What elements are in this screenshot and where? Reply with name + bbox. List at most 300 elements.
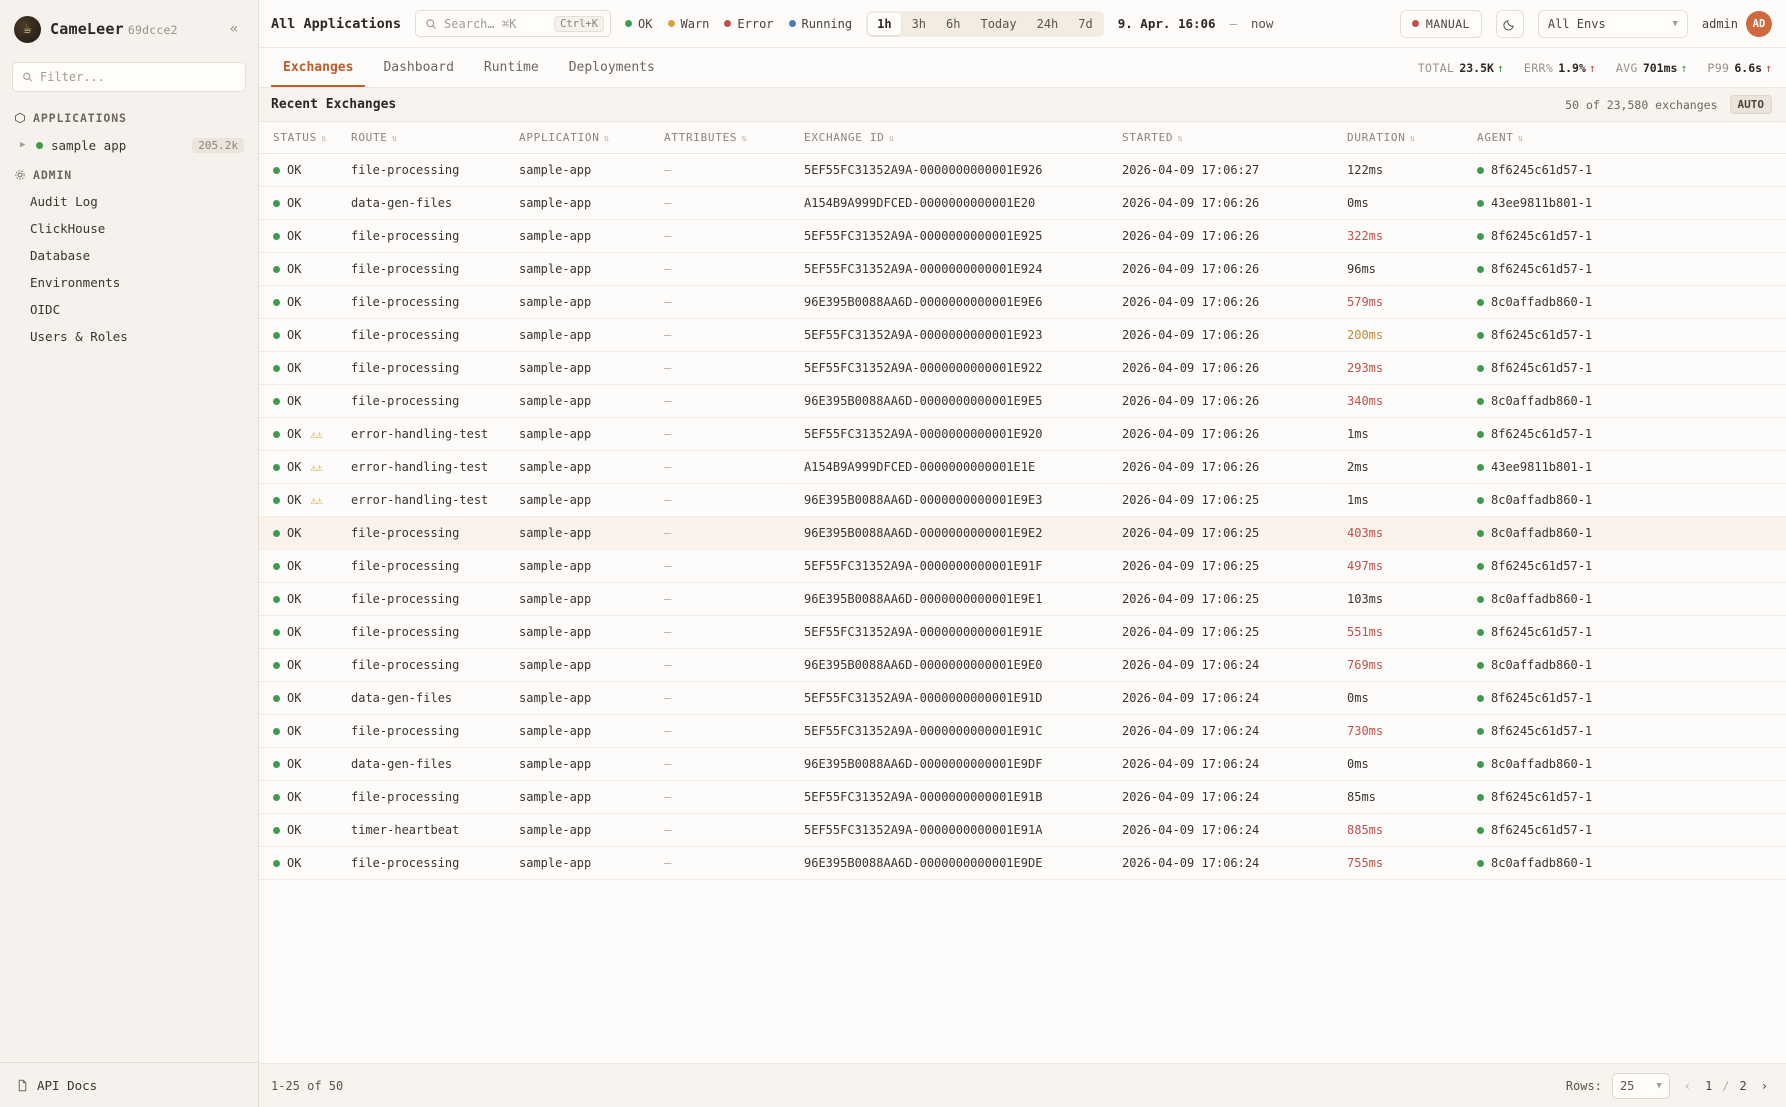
filter-running-label: Running (801, 16, 853, 31)
cell-exchange-id: 96E395B0088AA6D-0000000000001E9E1 (796, 583, 1114, 616)
cell-attributes: — (656, 319, 796, 352)
cell-status (259, 814, 343, 847)
cell-started: 2026-04-09 17:06:24 (1114, 715, 1339, 748)
cell-agent (1469, 352, 1786, 385)
column-label-route: ROUTE (351, 131, 388, 144)
agent-dot-icon (1477, 827, 1484, 834)
status-label: OK (287, 625, 302, 639)
column-label-agent: AGENT (1477, 131, 1514, 144)
cell-application: sample-app (511, 484, 656, 517)
agent-dot-icon (1477, 794, 1484, 801)
sidebar-item-users-roles[interactable]: Users & Roles (30, 329, 128, 344)
status-dot-icon (273, 266, 280, 273)
running-dot-icon (789, 20, 796, 27)
cell-status (259, 253, 343, 286)
section-header (259, 88, 1786, 122)
status-label: OK (287, 724, 302, 738)
cell-duration: 103ms (1339, 583, 1469, 616)
status-label: OK (287, 790, 302, 804)
status-label: OK (287, 658, 302, 672)
status-dot-icon (273, 827, 280, 834)
top-bar (259, 0, 1786, 48)
table-row[interactable] (259, 319, 1786, 352)
sidebar-section-admin (0, 159, 258, 188)
cell-application: sample-app (511, 385, 656, 418)
cell-agent (1469, 418, 1786, 451)
status-dot-icon (273, 794, 280, 801)
sort-icon: ⇅ (603, 134, 610, 144)
cell-route: file-processing (343, 715, 511, 748)
cell-status (259, 682, 343, 715)
filter-warn[interactable] (668, 17, 710, 31)
table-row[interactable] (259, 286, 1786, 319)
theme-toggle-button[interactable] (1496, 10, 1524, 38)
cell-application: sample-app (511, 451, 656, 484)
metrics-summary (1418, 61, 1772, 75)
cell-attributes: — (656, 715, 796, 748)
cell-exchange-id: 5EF55FC31352A9A-0000000000001E91A (796, 814, 1114, 847)
user-menu[interactable] (1702, 11, 1772, 37)
tab-runtime[interactable]: Runtime (483, 60, 539, 75)
filter-ok-label: OK (638, 16, 653, 31)
status-dot-icon (36, 142, 43, 149)
agent-label: 8f6245c61d57-1 (1491, 790, 1593, 804)
cell-agent (1469, 517, 1786, 550)
cell-route: data-gen-files (343, 187, 511, 220)
table-row[interactable] (259, 187, 1786, 220)
cell-started: 2026-04-09 17:06:25 (1114, 616, 1339, 649)
column-header-status[interactable] (259, 122, 343, 154)
status-label: OK (287, 328, 302, 342)
cell-duration: 1ms (1339, 418, 1469, 451)
cell-application: sample-app (511, 781, 656, 814)
chevron-right-icon[interactable]: ▶ (20, 140, 26, 150)
agent-label: 8f6245c61d57-1 (1491, 823, 1593, 837)
agent-label: 8f6245c61d57-1 (1491, 229, 1593, 243)
agent-dot-icon (1477, 431, 1484, 438)
table-row[interactable] (259, 418, 1786, 451)
table-row[interactable] (259, 352, 1786, 385)
agent-label: 8f6245c61d57-1 (1491, 262, 1593, 276)
agent-dot-icon (1477, 695, 1484, 702)
table-row[interactable] (259, 715, 1786, 748)
sidebar-item-audit-log[interactable]: Audit Log (30, 194, 98, 209)
cell-attributes: — (656, 418, 796, 451)
column-label-exchange-id: EXCHANGE ID (804, 131, 885, 144)
cell-status (259, 484, 343, 517)
cell-started: 2026-04-09 17:06:26 (1114, 187, 1339, 220)
cell-agent (1469, 550, 1786, 583)
cell-started: 2026-04-09 17:06:24 (1114, 847, 1339, 880)
agent-dot-icon (1477, 233, 1484, 240)
filter-running[interactable] (789, 17, 853, 31)
agent-dot-icon (1477, 200, 1484, 207)
cell-status (259, 352, 343, 385)
agent-dot-icon (1477, 266, 1484, 273)
moon-icon (1503, 17, 1517, 31)
metric-p99-arrow: ↑ (1765, 60, 1772, 75)
sidebar-item-oidc[interactable]: OIDC (30, 302, 61, 317)
cell-status (259, 649, 343, 682)
table-row[interactable] (259, 484, 1786, 517)
sidebar-filter-wrap (0, 58, 258, 102)
cell-exchange-id: 5EF55FC31352A9A-0000000000001E91B (796, 781, 1114, 814)
cell-agent (1469, 781, 1786, 814)
sidebar-item-clickhouse[interactable]: ClickHouse (30, 221, 106, 236)
cell-duration: 551ms (1339, 616, 1469, 649)
sidebar-item-api-docs[interactable] (0, 1062, 258, 1107)
table-header-row (259, 122, 1786, 154)
column-header-route[interactable] (343, 122, 511, 154)
cell-route: file-processing (343, 649, 511, 682)
table-row[interactable] (259, 550, 1786, 583)
agent-label: 8f6245c61d57-1 (1491, 163, 1593, 177)
cell-agent (1469, 748, 1786, 781)
cell-agent (1469, 583, 1786, 616)
cell-exchange-id: 96E395B0088AA6D-0000000000001E9E3 (796, 484, 1114, 517)
cell-started: 2026-04-09 17:06:27 (1114, 154, 1339, 187)
status-label: OK (287, 691, 302, 705)
page-title: Recent Exchanges (271, 97, 397, 112)
section-header-right (1565, 95, 1772, 114)
chevron-down-icon: ▼ (1656, 1080, 1662, 1091)
cell-route: error-handling-test (343, 418, 511, 451)
cell-status (259, 517, 343, 550)
range-3h[interactable]: 3h (911, 16, 927, 31)
cell-attributes: — (656, 451, 796, 484)
cell-duration: 293ms (1339, 352, 1469, 385)
cell-started: 2026-04-09 17:06:26 (1114, 253, 1339, 286)
table-row[interactable] (259, 220, 1786, 253)
cell-agent (1469, 187, 1786, 220)
cell-agent (1469, 682, 1786, 715)
all-applications-label[interactable]: All Applications (271, 15, 402, 32)
column-header-exchange-id[interactable] (796, 122, 1114, 154)
cell-attributes: — (656, 748, 796, 781)
range-1h[interactable]: 1h (868, 13, 900, 35)
cell-route: data-gen-files (343, 682, 511, 715)
column-label-duration: DURATION (1347, 131, 1406, 144)
status-dot-icon (273, 497, 280, 504)
cell-exchange-id: 96E395B0088AA6D-0000000000001E9E6 (796, 286, 1114, 319)
agent-label: 8c0affadb860-1 (1491, 526, 1593, 540)
main-area (259, 0, 1786, 1107)
cell-started: 2026-04-09 17:06:26 (1114, 220, 1339, 253)
sort-icon: ⇅ (1517, 134, 1524, 144)
cell-exchange-id: 5EF55FC31352A9A-0000000000001E91F (796, 550, 1114, 583)
rows-per-page-select[interactable] (1612, 1073, 1670, 1099)
agent-label: 8c0affadb860-1 (1491, 856, 1593, 870)
cell-duration: 0ms (1339, 682, 1469, 715)
pagination-controls (1566, 1073, 1772, 1099)
table-row[interactable] (259, 583, 1786, 616)
cell-attributes: — (656, 352, 796, 385)
range-24h[interactable]: 24h (1036, 16, 1059, 31)
cell-attributes: — (656, 616, 796, 649)
agent-label: 8c0affadb860-1 (1491, 493, 1593, 507)
cell-status (259, 385, 343, 418)
cell-exchange-id: 5EF55FC31352A9A-0000000000001E91C (796, 715, 1114, 748)
brand-label: CameLeer (50, 20, 124, 38)
sort-icon: ⇅ (1409, 134, 1416, 144)
cell-duration: 0ms (1339, 187, 1469, 220)
status-dot-icon (273, 563, 280, 570)
warning-icon: ⚠⚠ (310, 493, 322, 507)
app-logo-icon: ☕ (14, 16, 41, 43)
metric-total-value: 23.5K (1459, 60, 1494, 75)
next-page-button[interactable]: › (1760, 1078, 1768, 1093)
cell-agent (1469, 616, 1786, 649)
status-label: OK (287, 757, 302, 771)
cell-application: sample-app (511, 583, 656, 616)
time-range-from[interactable]: 9. Apr. 16:06 (1117, 16, 1216, 31)
cell-attributes: — (656, 220, 796, 253)
status-label: OK (287, 592, 302, 606)
table-body (259, 154, 1786, 880)
agent-label: 8c0affadb860-1 (1491, 295, 1593, 309)
table-row[interactable] (259, 649, 1786, 682)
cell-status (259, 550, 343, 583)
cell-application: sample-app (511, 847, 656, 880)
status-label: OK (287, 427, 302, 441)
sort-icon: ⇅ (391, 134, 398, 144)
status-dot-icon (273, 695, 280, 702)
cell-status (259, 418, 343, 451)
cell-duration: 340ms (1339, 385, 1469, 418)
cell-duration: 769ms (1339, 649, 1469, 682)
table-footer (259, 1063, 1786, 1107)
status-dot-icon (273, 167, 280, 174)
status-label: OK (287, 196, 302, 210)
cell-started: 2026-04-09 17:06:24 (1114, 781, 1339, 814)
agent-label: 8f6245c61d57-1 (1491, 691, 1593, 705)
agent-dot-icon (1477, 332, 1484, 339)
metric-error-arrow: ↑ (1588, 60, 1596, 75)
warning-icon: ⚠⚠ (310, 460, 322, 474)
agent-dot-icon (1477, 728, 1484, 735)
agent-dot-icon (1477, 761, 1484, 768)
cell-route: file-processing (343, 550, 511, 583)
cell-exchange-id: 96E395B0088AA6D-0000000000001E9E0 (796, 649, 1114, 682)
range-6h[interactable]: 6h (946, 16, 961, 31)
cell-agent (1469, 385, 1786, 418)
tab-dashboard[interactable]: Dashboard (383, 60, 454, 75)
status-label: OK (287, 163, 302, 177)
cell-exchange-id: 5EF55FC31352A9A-0000000000001E922 (796, 352, 1114, 385)
cell-agent (1469, 715, 1786, 748)
agent-dot-icon (1477, 563, 1484, 570)
filter-ok[interactable] (625, 17, 652, 31)
column-header-application[interactable] (511, 122, 656, 154)
cell-started: 2026-04-09 17:06:26 (1114, 352, 1339, 385)
cell-route: error-handling-test (343, 484, 511, 517)
global-search-input[interactable] (415, 10, 611, 37)
filter-error[interactable] (724, 17, 773, 31)
status-dot-icon (273, 398, 280, 405)
sort-icon: ⇅ (320, 134, 328, 144)
cell-application: sample-app (511, 550, 656, 583)
metric-error-value: 1.9% (1558, 60, 1586, 75)
cell-route: file-processing (343, 352, 511, 385)
cell-application: sample-app (511, 715, 656, 748)
table-row[interactable] (259, 748, 1786, 781)
cell-route: file-processing (343, 781, 511, 814)
cell-route: file-processing (343, 616, 511, 649)
sidebar-item-database[interactable]: Database (30, 248, 91, 263)
table-row[interactable] (259, 781, 1786, 814)
cube-icon (14, 112, 26, 124)
column-header-agent[interactable] (1469, 122, 1786, 154)
sidebar-filter[interactable] (12, 62, 246, 92)
time-range-to[interactable]: now (1250, 16, 1274, 31)
cell-started: 2026-04-09 17:06:26 (1114, 385, 1339, 418)
table-row[interactable] (259, 451, 1786, 484)
cell-started: 2026-04-09 17:06:24 (1114, 814, 1339, 847)
cell-status (259, 583, 343, 616)
agent-label: 8f6245c61d57-1 (1491, 724, 1593, 738)
cell-status (259, 187, 343, 220)
cell-attributes: — (656, 187, 796, 220)
cell-status (259, 154, 343, 187)
cell-agent (1469, 451, 1786, 484)
total-pages: 2 (1739, 1078, 1747, 1093)
cell-application: sample-app (511, 154, 656, 187)
agent-label: 8f6245c61d57-1 (1491, 559, 1593, 573)
agent-dot-icon (1477, 530, 1484, 537)
column-header-started[interactable] (1114, 122, 1339, 154)
cell-duration: 755ms (1339, 847, 1469, 880)
rows-label: Rows: (1565, 1078, 1602, 1093)
cell-exchange-id: 5EF55FC31352A9A-0000000000001E924 (796, 253, 1114, 286)
chevron-down-icon: ▼ (1672, 18, 1678, 29)
cell-route: file-processing (343, 583, 511, 616)
cell-status (259, 319, 343, 352)
document-icon (16, 1079, 29, 1092)
cell-started: 2026-04-09 17:06:25 (1114, 583, 1339, 616)
agent-label: 8f6245c61d57-1 (1491, 361, 1593, 375)
cell-route: error-handling-test (343, 451, 511, 484)
table-row[interactable] (259, 517, 1786, 550)
cell-attributes: — (656, 583, 796, 616)
cell-started: 2026-04-09 17:06:26 (1114, 418, 1339, 451)
table-row[interactable] (259, 385, 1786, 418)
agent-dot-icon (1477, 167, 1484, 174)
sidebar-item-count: 205.2k (192, 138, 244, 153)
brand-name (50, 20, 178, 38)
cell-application: sample-app (511, 748, 656, 781)
status-label: OK (287, 856, 302, 870)
sidebar-applications-label: APPLICATIONS (33, 111, 127, 125)
table-row[interactable] (259, 154, 1786, 187)
table-row[interactable] (259, 814, 1786, 847)
status-dot-icon (273, 860, 280, 867)
status-label: OK (287, 394, 302, 408)
cell-attributes: — (656, 781, 796, 814)
range-today[interactable]: Today (980, 16, 1017, 31)
cell-duration: 96ms (1339, 253, 1469, 286)
prev-page-button[interactable]: ‹ (1683, 1078, 1692, 1093)
agent-dot-icon (1477, 629, 1484, 636)
error-dot-icon (724, 20, 731, 27)
sort-icon: ⇅ (741, 134, 748, 144)
status-label: OK (287, 823, 302, 837)
sidebar-collapse-icon[interactable]: « (229, 21, 239, 37)
sidebar (0, 0, 259, 1107)
metric-p99-value: 6.6s (1734, 60, 1763, 75)
table-row[interactable] (259, 253, 1786, 286)
cell-exchange-id: 96E395B0088AA6D-0000000000001E9E2 (796, 517, 1114, 550)
cell-duration: 122ms (1339, 154, 1469, 187)
cell-application: sample-app (511, 352, 656, 385)
cell-started: 2026-04-09 17:06:24 (1114, 649, 1339, 682)
auto-refresh-badge[interactable]: AUTO (1730, 95, 1773, 114)
agent-dot-icon (1477, 596, 1484, 603)
table-row[interactable] (259, 682, 1786, 715)
status-label: OK (287, 262, 302, 276)
status-dot-icon (273, 596, 280, 603)
sidebar-filter-input[interactable] (40, 70, 236, 84)
range-7d[interactable]: 7d (1078, 16, 1093, 31)
agent-label: 43ee9811b801-1 (1491, 460, 1593, 474)
cell-route: data-gen-files (343, 748, 511, 781)
sidebar-item-label: sample app (51, 137, 127, 153)
table-row[interactable] (259, 847, 1786, 880)
cell-application: sample-app (511, 319, 656, 352)
sidebar-item-environments[interactable]: Environments (30, 275, 121, 290)
cell-attributes: — (656, 154, 796, 187)
search-icon (425, 18, 437, 30)
status-dot-icon (273, 728, 280, 735)
tab-exchanges[interactable]: Exchanges (271, 48, 365, 87)
brand-commit-hash: 69dcce2 (127, 23, 178, 37)
cell-route: file-processing (343, 154, 511, 187)
status-dot-icon (273, 365, 280, 372)
cell-status (259, 220, 343, 253)
cell-started: 2026-04-09 17:06:26 (1114, 319, 1339, 352)
tab-deployments[interactable]: Deployments (568, 60, 655, 75)
column-header-attributes[interactable] (656, 122, 796, 154)
cell-status (259, 715, 343, 748)
manual-dot-icon (1412, 20, 1419, 27)
status-label: OK (287, 229, 302, 243)
status-dot-icon (273, 464, 280, 471)
status-dot-icon (273, 332, 280, 339)
column-header-duration[interactable] (1339, 122, 1469, 154)
sidebar-item-sample-app[interactable] (0, 131, 258, 159)
cell-exchange-id: A154B9A999DFCED-0000000000001E1E (796, 451, 1114, 484)
user-name: admin (1701, 16, 1738, 31)
cell-attributes: — (656, 253, 796, 286)
status-label: OK (287, 295, 302, 309)
metric-error-rate (1524, 61, 1596, 75)
cell-status (259, 847, 343, 880)
cell-exchange-id: 5EF55FC31352A9A-0000000000001E91E (796, 616, 1114, 649)
status-dot-icon (273, 761, 280, 768)
environment-select[interactable] (1538, 10, 1688, 38)
cell-status (259, 781, 343, 814)
cell-attributes: — (656, 847, 796, 880)
environment-value: All Envs (1547, 16, 1606, 31)
cell-duration: 2ms (1339, 451, 1469, 484)
status-label: OK (287, 460, 302, 474)
cell-agent (1469, 649, 1786, 682)
filter-warn-label: Warn (680, 16, 710, 31)
table-row[interactable] (259, 616, 1786, 649)
manual-refresh-button[interactable] (1400, 10, 1482, 38)
global-search-placeholder: Search… ⌘K (444, 16, 517, 31)
agent-dot-icon (1477, 299, 1484, 306)
cell-agent (1469, 154, 1786, 187)
